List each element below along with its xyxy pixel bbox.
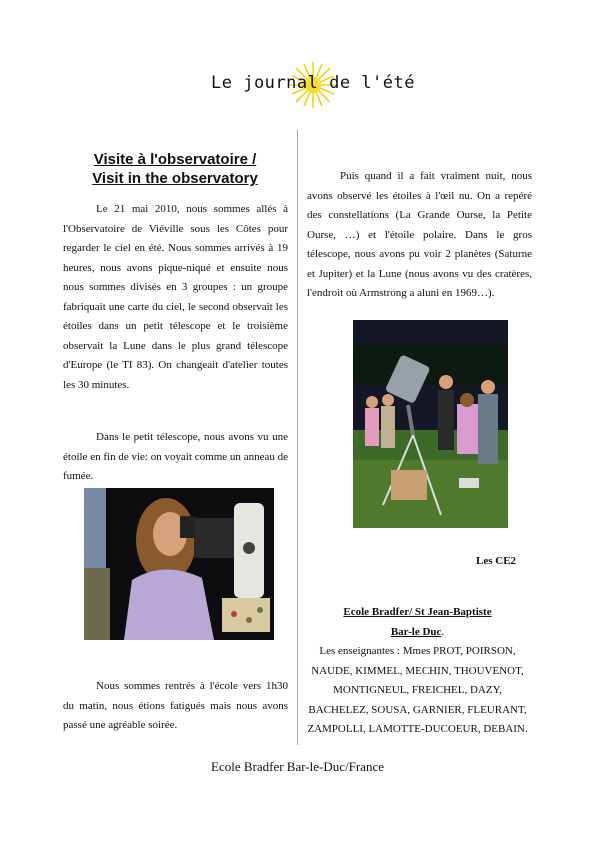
article-title-english: Visit in the observatory <box>92 170 258 187</box>
teachers-line: NAUDE, KIMMEL, MECHIN, THOUVENOT, <box>311 664 524 677</box>
paragraph-small-telescope: Dans le petit télescope, nous avons vu une étoile en fin de vie: on voyait comme un anneau de fumée. <box>63 431 288 482</box>
journal-title: Le journal de l'été <box>211 73 415 93</box>
paragraph-visit-intro: Le 21 mai 2010, nous sommes allés à l'Observatoire de Viéville sous les Côtes pour regarder le ciel en été. Nous sommes arrivés à 19 heures, nous avons pique-niqué et ensuite nous nous sommes divisés en 3 groupes : un groupe fabriquait une carte du ciel, le second observait les étoiles dans un petit télescope et le troisième observait la Lune dans le plus grand télescope d'Europe (le TI 83). On changeait d'atelier toutes les 30 minutes. <box>63 203 288 391</box>
article-title <box>60 150 290 188</box>
article-title-french: Visite à l'observatoire / <box>93 151 257 168</box>
school-city-period: . <box>441 625 445 638</box>
school-name: Ecole Bradfer/ St Jean-Baptiste <box>343 606 492 618</box>
page-header <box>0 60 595 120</box>
teachers-line: BACHELEZ, SOUSA, GARNIER, FLEURANT, <box>308 703 527 716</box>
paragraph-return: Nous sommes rentrés à l'école vers 1h30 du matin, nous étions fatigués mais nous avons passé une agréable soirée. <box>63 680 288 731</box>
teachers-line: MONTIGNEUL, FREICHEL, DAZY, <box>333 684 502 696</box>
page-footer: Ecole Bradfer Bar-le-Duc/France <box>211 759 384 774</box>
photo-group-with-telescope <box>353 320 508 528</box>
paragraph-night-observation: Puis quand il a fait vraiment nuit, nous avons observé les étoiles à l'œil nu. On a repéré des constellations (La Grande Ourse, la Petite Ourse, …) et l'étoile polaire. Dans le gros télescope, nous avons pu voir 2 planètes (Saturne et Jupiter) et la Lune (nous avons vu des cratères, l'endroit où Armstrong a aluni en 1969…). <box>307 170 532 299</box>
teachers-label: Les enseignantes : Mmes PROT, POIRSON, <box>319 645 516 657</box>
class-signature: Les CE2 <box>476 555 517 567</box>
column-divider <box>297 130 298 745</box>
school-info <box>300 603 535 740</box>
teachers-line: ZAMPOLLI, LAMOTTE-DUCOEUR, DEBAIN. <box>307 723 528 735</box>
photo-girl-at-telescope <box>84 488 274 640</box>
school-city: Bar-le Duc <box>390 625 442 638</box>
